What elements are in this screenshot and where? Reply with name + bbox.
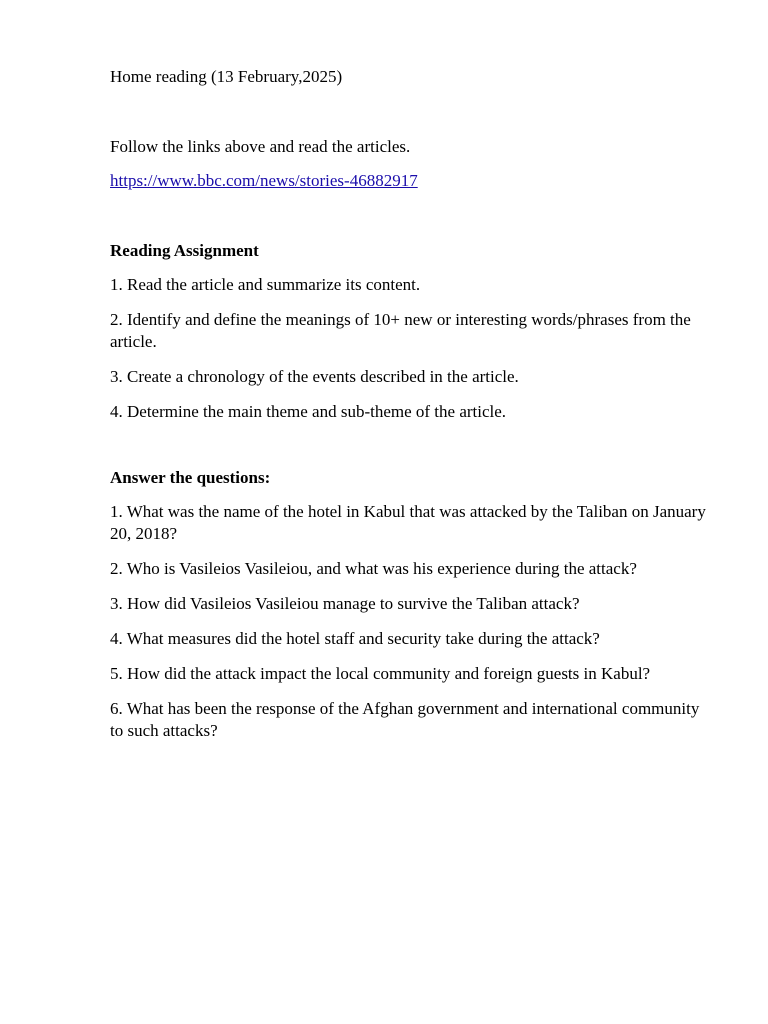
question-item-3: 3. How did Vasileios Vasileiou manage to survive the Taliban attack? bbox=[110, 594, 580, 613]
question-item-6: 6. What has been the response of the Afghan government and international community to such attacks? bbox=[110, 699, 700, 740]
document-title: Home reading (13 February,2025) bbox=[110, 67, 343, 86]
question-item-4: 4. What measures did the hotel staff and security take during the attack? bbox=[110, 629, 600, 648]
reading-assignment-heading: Reading Assignment bbox=[110, 241, 259, 260]
assignment-item-2: 2. Identify and define the meanings of 10+ new or interesting words/phrases from the article. bbox=[110, 310, 691, 351]
intro-text: Follow the links above and read the articles. bbox=[110, 137, 411, 156]
assignment-item-4: 4. Determine the main theme and sub-theme of the article. bbox=[110, 402, 507, 421]
question-item-5: 5. How did the attack impact the local community and foreign guests in Kabul? bbox=[110, 664, 651, 683]
question-item-2: 2. Who is Vasileios Vasileiou, and what was his experience during the attack? bbox=[110, 559, 637, 578]
article-link[interactable]: https://www.bbc.com/news/stories-46882917 bbox=[110, 171, 418, 190]
assignment-item-1: 1. Read the article and summarize its content. bbox=[110, 275, 421, 294]
document-page bbox=[110, 66, 710, 755]
assignment-item-3: 3. Create a chronology of the events described in the article. bbox=[110, 367, 519, 386]
question-item-1: 1. What was the name of the hotel in Kabul that was attacked by the Taliban on January 20, 2018? bbox=[110, 502, 706, 543]
questions-heading: Answer the questions: bbox=[110, 468, 271, 487]
